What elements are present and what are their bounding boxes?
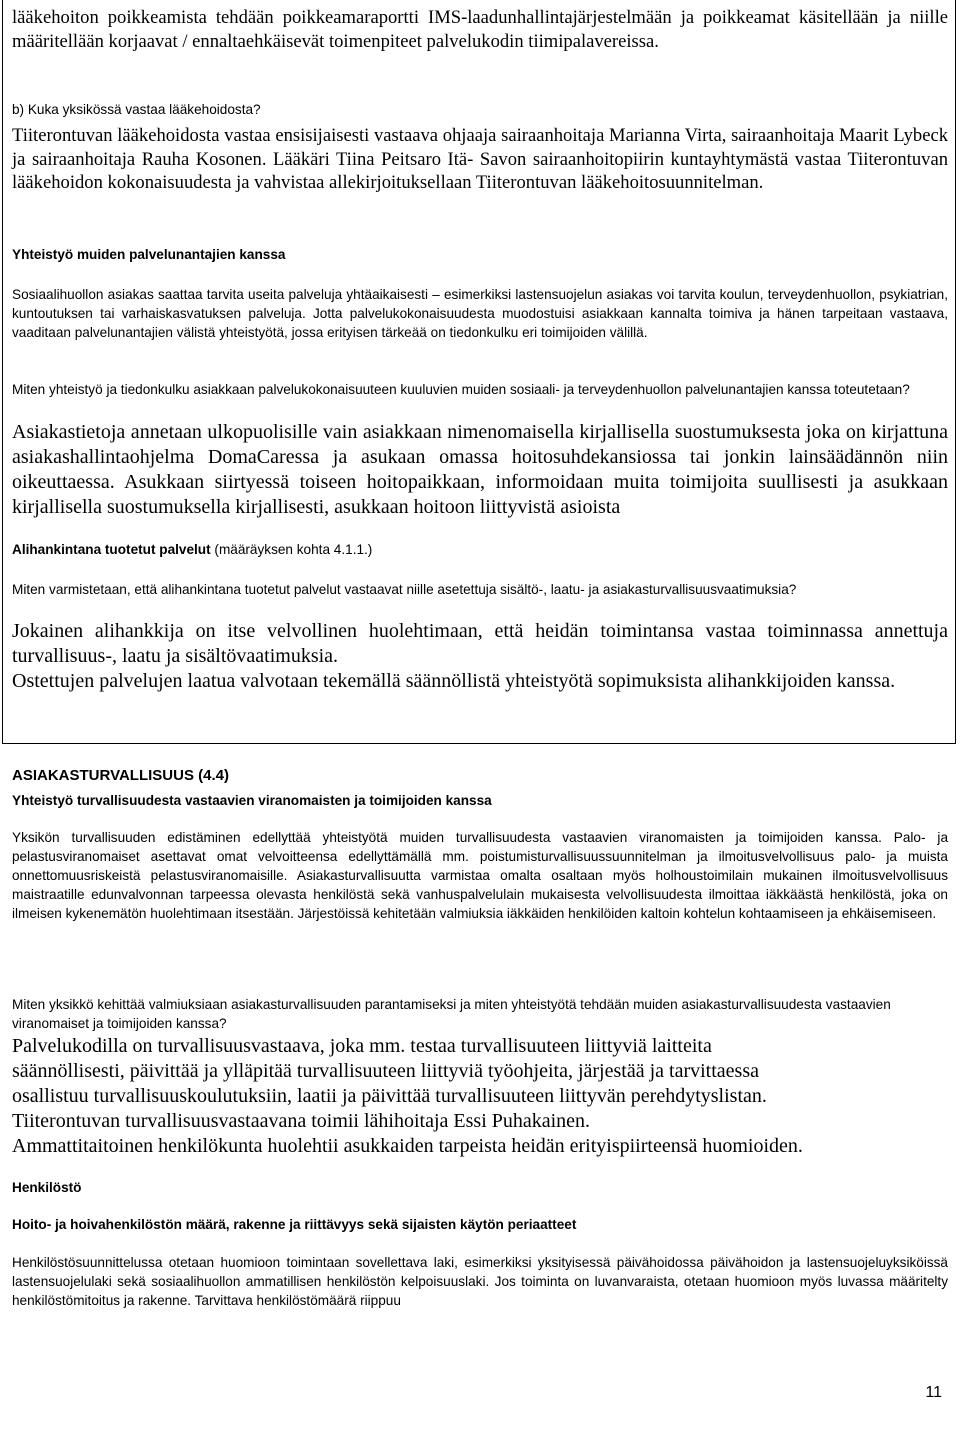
coop-text: Sosiaalihuollon asiakas saattaa tarvita useita palveluja yhtäaikaisesti – esimerkiksi lastensuojelun asiakas voi tarvita koulun, terveydenhuollon, psykiatrian, kuntoutuksen tai varhaiskasvatuksen palveluja. Jotta palvelukokonaisuudesta muodostuisi asiakkaan kannalta toimiva ja hänen tarpeitaan vastaava, vaaditaan palvelunantajien välistä yhteistyötä, jossa erityisen tärkeää on tiedonkulku eri toimijoiden välillä. xyxy=(12,287,948,340)
security-answer-2: Ammattitaitoinen henkilökunta huolehtii asukkaiden tarpeista heidän erityispiirteensä huomioiden. xyxy=(12,1135,803,1157)
staff-text: Henkilöstösuunnittelussa otetaan huomioon toimintaan sovellettava laki, esimerkiksi yksityisessä päivähoidossa päivähoidon ja lastensuojeluyksiköissä lastensuojelulaki sekä sosiaalihuollon ammatillisen henkilöstön kelpoisuuslaki. Jos toiminta on luvanvaraista, otetaan huomioon myös luvassa määritelty henkilöstömitoitus ja rakenne. Tarvittava henkilöstömäärä riippuu xyxy=(12,1255,948,1308)
subcontract-answer-1: Jokainen alihankkija on itse velvollinen huolehtimaan, että heidän toimintansa vastaa toiminnassa annettuja turvallisuus-, laatu ja sisältövaatimuksia. xyxy=(12,620,948,667)
staff-sub-heading: Hoito- ja hoivahenkilöstön määrä, rakenne ja riittävyys sekä sijaisten käytön periaatteet xyxy=(12,1217,577,1232)
coop-heading: Yhteistyö muiden palvelunantajien kanssa xyxy=(12,247,286,262)
staff-heading: Henkilöstö xyxy=(12,1180,82,1195)
security-coop-text: Yksikön turvallisuuden edistäminen edellyttää yhteistyötä muiden turvallisuudesta vastaavien viranomaisten ja toimijoiden kanssa. Palo- ja pelastusviranomaiset asettavat omat velvoitteensa edellyttämällä mm. poistumisturvallisuussuunnitelman ja ilmoitusvelvollisuus palo- ja muista onnettomuusriskeistä pelastusviranomaisille. Asiakasturvallisuutta varmistaa omalta osaltaan myös holhoustoimilain mukainen ilmoitusvelvollisuus maistraatille edunvalvonnan tarpeessa olevasta henkilöstä sekä vanhuspalvelulain mukaisesta velvollisuudesta ilmoittaa iäkkäästä henkilöstä, joka on ilmeisen kykenemätön huolehtimaan itsestään. Järjestöissä kehitetään valmiuksia iäkkäiden henkilöiden kaltoin kohtelun kohtaamiseen ja ehkäisemiseen. xyxy=(12,830,948,921)
coop-answer: Asiakastietoja annetaan ulkopuolisille vain asiakkaan nimenomaisella kirjallisella suostumuksesta joka on kirjattuna asiakashallintaohjelma DomaCaressa ja asukaan omassa hoitosuhdekansiossa tai jonkin lainsäädännön niin oikeuttaessa. Asukkaan siirtyessä toiseen hoitopaikkaan, informoidaan muita toimijoita suullisesti ja asukkaan kirjallisella suostumuksella kirjallisesti, asukkaan hoitoon liittyvistä asioista xyxy=(12,421,948,518)
intro-paragraph: lääkehoiton poikkeamista tehdään poikkeamaraportti IMS-laadunhallintajärjestelmään ja poikkeamat käsitellään ja niille määritellään korjaavat / ennaltaehkäisevät toimenpiteet palvelukodin tiimipalavereissa. xyxy=(12,7,948,52)
security-answer-1: Palvelukodilla on turvallisuusvastaava, joka mm. testaa turvallisuuteen liittyviä laitteita säännöllisesti, päivittää ja ylläpitää turvallisuuteen liittyviä työohjeita, järjestää ja tarvittaessa osallistuu turvallisuuskoulutuksiin, laatii ja päivittää turvallisuuteen liittyvän perehdytyslistan. Tiiterontuvan turvallisuusvastaavana toimii lähihoitaja Essi Puhakainen. xyxy=(12,1035,767,1132)
coop-question: Miten yhteistyö ja tiedonkulku asiakkaan palvelukokonaisuuteen kuuluvien muiden sosiaali- ja terveydenhuollon palvelunantajien kanssa toteutetaan? xyxy=(12,382,910,397)
question-b: b) Kuka yksikössä vastaa lääkehoidosta? xyxy=(12,102,261,117)
subcontract-heading xyxy=(12,540,948,559)
answer-b: Tiiterontuvan lääkehoidosta vastaa ensisijaisesti vastaava ohjaaja sairaanhoitaja Marianna Virta, sairaanhoitaja Maarit Lybeck ja sairaanhoitaja Rauha Kosonen. Lääkäri Tiina Peitsaro Itä- Savon sairaanhoitopiirin kuntayhtymästä vastaa Tiiterontuvan lääkehoidon kokonaisuudesta ja vahvistaa allekirjoituksellaan Tiiterontuvan lääkehoitosuunnitelman. xyxy=(12,125,948,193)
subcontract-question: Miten varmistetaan, että alihankintana tuotetut palvelut vastaavat niille asetettuja sisältö-, laatu- ja asiakasturvallisuusvaatimuksia? xyxy=(12,582,797,597)
subcontract-heading-bold: Alihankintana tuotetut palvelut xyxy=(12,542,211,557)
subcontract-heading-ref: (määräyksen kohta 4.1.1.) xyxy=(210,542,373,557)
security-question: Miten yksikkö kehittää valmiuksiaan asiakasturvallisuuden parantamiseksi ja miten yhteistyötä tehdään muiden asiakasturvallisuudesta vastaavien viranomaiset ja toimijoiden kanssa? xyxy=(12,997,891,1031)
page-number: 11 xyxy=(925,1384,942,1401)
security-coop-heading: Yhteistyö turvallisuudesta vastaavien viranomaisten ja toimijoiden kanssa xyxy=(12,793,492,808)
subcontract-answer-2: Ostettujen palvelujen laatua valvotaan tekemällä säännöllistä yhteistyötä sopimuksista alihankkijoiden kanssa. xyxy=(12,670,896,692)
section-title: ASIAKASTURVALLISUUS (4.4) xyxy=(12,767,229,784)
